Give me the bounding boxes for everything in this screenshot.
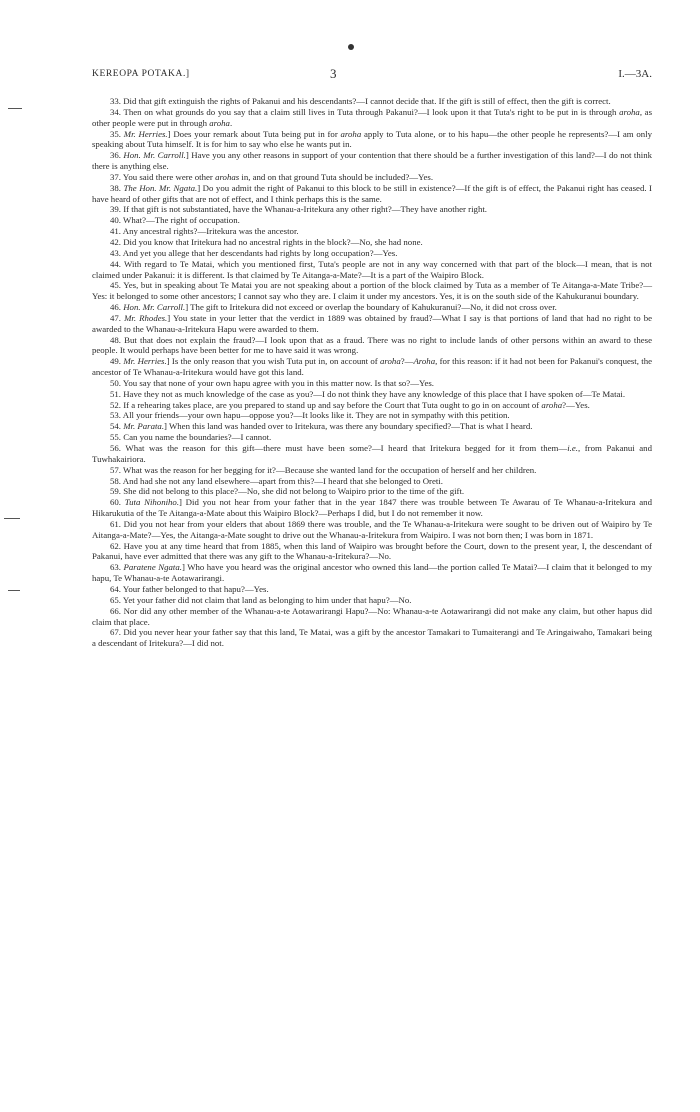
question-paragraph: 62. Have you at any time heard that from 1885, when this land of Waipiro was brought before the Court, down to the present year, I, the descendant of Pakanui, have ever admitted that there was any gift to the Whanau-a-Iritekura?—No. [92,540,652,562]
question-paragraph: 41. Any ancestral rights?—Iritekura was the ancestor. [110,226,299,237]
question-paragraph: 35. Mr. Herries.] Does your remark about Tuta being put in for aroha apply to Tuta alone, or to his hapu—the other people he represents?—I am only speaking about Tuta himself. It is for him to say who else he wants put in. [92,128,652,150]
question-paragraph: 67. Did you never hear your father say that this land, Te Matai, was a gift by the ancestor Tamakari to Tumaiterangi and Te Aringaiwaho, Tamakari being a descendant of Iritekura?—I did not. [92,627,652,649]
question-paragraph: 43. And yet you allege that her descendants had rights by long occupation?—Yes. [110,247,398,258]
question-paragraph: 58. And had she not any land elsewhere—apart from this?—I heard that she belonged to Oreti. [110,475,443,486]
question-paragraph: 49. Mr. Herries.] Is the only reason that you wish Tuta put in, on account of aroha?—Aroha, for this reason: if it had not been for Pakanui's conquest, the ancestor of Te Whanau-a-Iritekura would have got this land. [92,356,653,378]
question-paragraph: 45. Yes, but in speaking about Te Matai you are not speaking about a portion of the block claimed by Tuta as a member of Te Aitanga-a-Mate Tribe?—Yes: it belonged to some other ancestors; I cannot say who they are. I claim it under my ancestors. Yes, it is on the south side of the Kahukuranui boundary. [92,280,652,302]
running-head: KEREOPA POTAKA.] [92,69,190,79]
question-paragraph: 66. Nor did any other member of the Whanau-a-te Aotawarirangi Hapu?—No: Whanau-a-te Aotawarirangi did not make any claim, but other hapus did claim that place. [92,605,652,627]
question-paragraph: 33. Did that gift extinguish the rights of Pakanui and his descendants?—I cannot decide that. If the gift is still of effect, then the gift is correct. [110,96,611,106]
question-paragraph: 37. You said there were other arohas in, and on that ground Tuta should be included?—Yes. [110,171,434,182]
question-paragraph: 60. Tuta Nihoniho.] Did you not hear from your father that in the year 1847 there was trouble between Te Awarau of Te Whanau-a-Iritekura and Hikarukutia of the Te Aitanga-a-Mate about this Waipiro Block?—Perhaps I did, but I do not remember it now. [92,497,652,519]
page-number: 3 [330,66,337,81]
question-paragraph: 48. But that does not explain the fraud?—I look upon that as a fraud. There was no right to include lands of other persons within an award to these people. It would perhaps have been better for me to have said it was wrong. [92,334,652,356]
question-paragraph: 36. Hon. Mr. Carroll.] Have you any other reasons in support of your contention that there should be a further investigation of this land?—I do not think there is anything else. [92,150,653,172]
question-paragraph: 44. With regard to Te Matai, which you mentioned first, Tuta's people are not in any way concerned with that part of the block—I mean, that is not claimed under Pakanui: it is different. Is that claimed by Te Aitanga-a-Mate?—It is a part of the Waipiro Block. [92,258,652,280]
question-paragraph: 53. All your friends—your own hapu—oppose you?—It looks like it. They are not in sympathy with this petition. [110,410,510,421]
question-paragraph: 65. Yet your father did not claim that land as belonging to him under that hapu?—No. [110,594,412,605]
margin-mark [8,108,22,109]
question-paragraph: 38. The Hon. Mr. Ngata.] Do you admit the right of Pakanui to this block to be still in existence?—If the gift is of effect, the Pakanui right has ceased. I have heard of other gifts that are not of effect, and I think perhaps this is the same. [92,182,652,204]
body-text [92,96,652,649]
question-paragraph: 42. Did you know that Iritekura had no ancestral rights in the block?—No, she had none. [110,236,423,247]
question-paragraph: 55. Can you name the boundaries?—I cannot. [110,432,272,443]
margin-mark [4,518,20,519]
question-paragraph: 40. What?—The right of occupation. [110,215,240,226]
question-paragraph: 64. Your father belonged to that hapu?—Yes. [110,583,269,594]
ink-dot [348,44,354,50]
question-paragraph: 51. Have they not as much knowledge of the case as you?—I do not think they have any knowledge of this place that I have spoken of—Te Matai. [110,388,626,399]
document-reference: I.—3A. [618,68,652,80]
question-paragraph: 61. Did you not hear from your elders that about 1869 there was trouble, and the Te Whanau-a-Iritekura were sought to be driven out of Waipiro by Te Aitanga-a-Mate?—Yes, the Aitanga-a-Mate sought to drive out the Whanau-a-Iritekura from Waipiro. I was not born then; I was born in 1871. [92,518,652,540]
question-paragraph: 50. You say that none of your own hapu agree with you in this matter now. Is that so?—Yes. [110,377,434,388]
question-paragraph: 47. Mr. Rhodes.] You state in your letter that the verdict in 1889 was obtained by fraud?—What I say is that portions of land that had no right to be awarded to the Whanau-a-Iritekura Hapu were awarded to them. [92,312,652,334]
question-paragraph: 46. Hon. Mr. Carroll.] The gift to Iritekura did not exceed or overlap the boundary of Kahukuranui?—No, it did not cross over. [110,302,557,313]
question-paragraph: 57. What was the reason for her begging for it?—Because she wanted land for the occupation of herself and her children. [110,464,537,475]
question-paragraph: 34. Then on what grounds do you say that a claim still lives in Tuta through Pakanui?—I look upon it that Tuta's right to be put in is through aroha, as other people were put in through aroha. [92,106,652,128]
margin-mark [8,590,20,591]
question-paragraph: 56. What was the reason for this gift—there must have been some?—I heard that Iritekura begged for it from them—i.e., from Pakanui and Tuwhakairiora. [92,443,652,464]
question-paragraph: 39. If that gift is not substantiated, have the Whanau-a-Iritekura any other right?—They have another right. [110,204,487,215]
question-paragraph: 54. Mr. Parata.] When this land was handed over to Iritekura, was there any boundary specified?—That is what I heard. [110,421,533,432]
page-header [92,68,652,84]
question-paragraph: 63. Paratene Ngata.] Who have you heard was the original ancestor who owned this land—the portion called Te Matai?—I claim that it belonged to my hapu, Te Whanau-a-te Aotawarirangi. [92,562,652,584]
question-paragraph: 59. She did not belong to this place?—No, she did not belong to Waipiro prior to the time of the gift. [110,486,465,497]
question-paragraph: 52. If a rehearing takes place, are you prepared to stand up and say before the Court that Tuta ought to go in on account of aroha?—Yes. [110,399,590,410]
